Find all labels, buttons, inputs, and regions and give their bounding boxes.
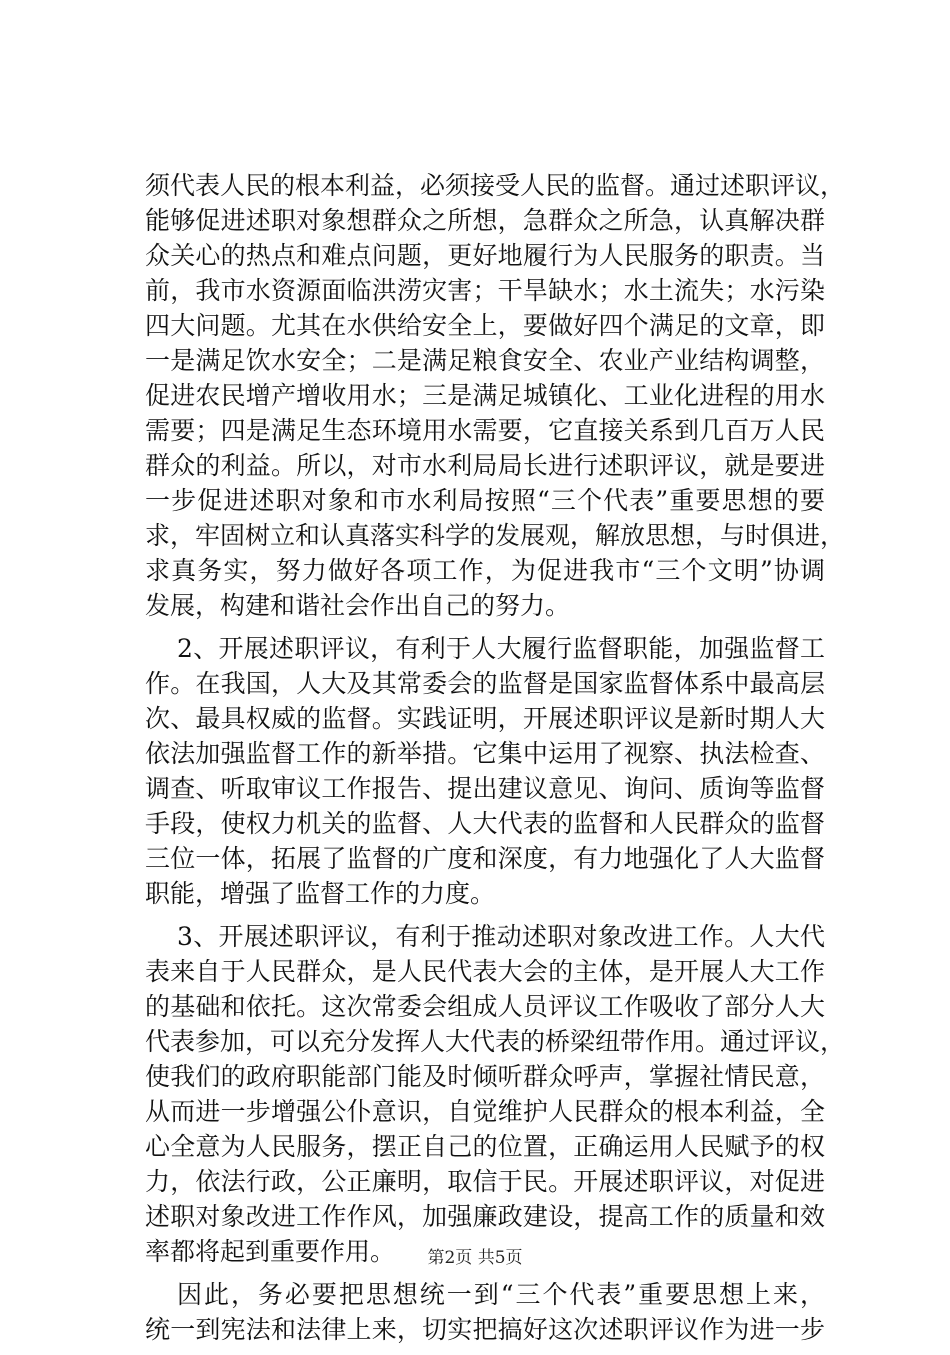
text-line: 依法加强监督工作的新举措。它集中运用了视察、执法检查、 xyxy=(145,739,825,768)
paragraph-2 xyxy=(145,631,825,911)
text-line: 次、最具权威的监督。实践证明，开展述职评议是新时期人大 xyxy=(145,704,825,733)
text-line: 一是满足饮水安全；二是满足粮食安全、农业产业结构调整， xyxy=(145,346,825,375)
text-line: 因此，务必要把思想统一到“三个代表”重要思想上来， xyxy=(177,1280,825,1309)
text-line: 3、开展述职评议，有利于推动述职对象改进工作。人大代 xyxy=(177,922,825,951)
text-line: 从而进一步增强公仆意识，自觉维护人民群众的根本利益，全 xyxy=(145,1097,825,1126)
text-line: 的基础和依托。这次常委会组成人员评议工作吸收了部分人大 xyxy=(145,992,825,1021)
document-body xyxy=(145,168,846,1355)
text-line: 求，牢固树立和认真落实科学的发展观，解放思想，与时俱进， xyxy=(145,521,846,550)
text-line: 求真务实，努力做好各项工作，为促进我市“三个文明”协调 xyxy=(145,556,825,585)
text-line: 表来自于人民群众，是人民代表大会的主体，是开展人大工作 xyxy=(145,957,825,986)
text-line: 2、开展述职评议，有利于人大履行监督职能，加强监督工 xyxy=(177,634,825,663)
text-line: 力，依法行政，公正廉明，取信于民。开展述职评议，对促进 xyxy=(145,1167,825,1196)
text-line: 调查、听取审议工作报告、提出建议意见、询问、质询等监督 xyxy=(145,774,825,803)
text-line: 四大问题。尤其在水供给安全上，要做好四个满足的文章，即 xyxy=(145,311,825,340)
text-line: 心全意为人民服务，摆正自己的位置，正确运用人民赋予的权 xyxy=(145,1132,825,1161)
text-line: 前，我市水资源面临洪涝灾害；干旱缺水；水土流失；水污染 xyxy=(145,276,825,305)
page-footer: 第2页 共5页 xyxy=(427,1248,523,1268)
text-line: 使我们的政府职能部门能及时倾听群众呼声，掌握社情民意， xyxy=(145,1062,825,1091)
text-line: 职能，增强了监督工作的力度。 xyxy=(145,879,496,908)
text-line: 须代表人民的根本利益，必须接受人民的监督。通过述职评议， xyxy=(145,171,846,200)
text-line: 群众的利益。所以，对市水利局局长进行述职评议，就是要进 xyxy=(145,451,825,480)
paragraph-3 xyxy=(145,919,846,1269)
text-line: 率都将起到重要作用。 xyxy=(145,1237,396,1266)
text-line: 能够促进述职对象想群众之所想，急群众之所急，认真解决群 xyxy=(145,206,825,235)
text-line: 促进农民增产增收用水；三是满足城镇化、工业化进程的用水 xyxy=(145,381,825,410)
text-line: 一步促进述职对象和市水利局按照“三个代表”重要思想的要 xyxy=(145,486,825,515)
text-line: 作。在我国，人大及其常委会的监督是国家监督体系中最高层 xyxy=(145,669,825,698)
text-line: 发展，构建和谐社会作出自己的努力。 xyxy=(145,591,571,620)
text-line: 统一到宪法和法律上来，切实把搞好这次述职评议作为进一步 xyxy=(145,1315,825,1344)
paragraph-1 xyxy=(145,168,846,623)
text-line: 众关心的热点和难点问题，更好地履行为人民服务的职责。当 xyxy=(145,241,825,270)
paragraph-4 xyxy=(145,1277,825,1347)
text-line: 需要；四是满足生态环境用水需要，它直接关系到几百万人民 xyxy=(145,416,825,445)
text-line: 手段，使权力机关的监督、人大代表的监督和人民群众的监督 xyxy=(145,809,825,838)
text-line: 述职对象改进工作作风，加强廉政建设，提高工作的质量和效 xyxy=(145,1202,825,1231)
text-line: 三位一体，拓展了监督的广度和深度，有力地强化了人大监督 xyxy=(145,844,825,873)
text-line: 代表参加，可以充分发挥人大代表的桥梁纽带作用。通过评议， xyxy=(145,1027,846,1056)
